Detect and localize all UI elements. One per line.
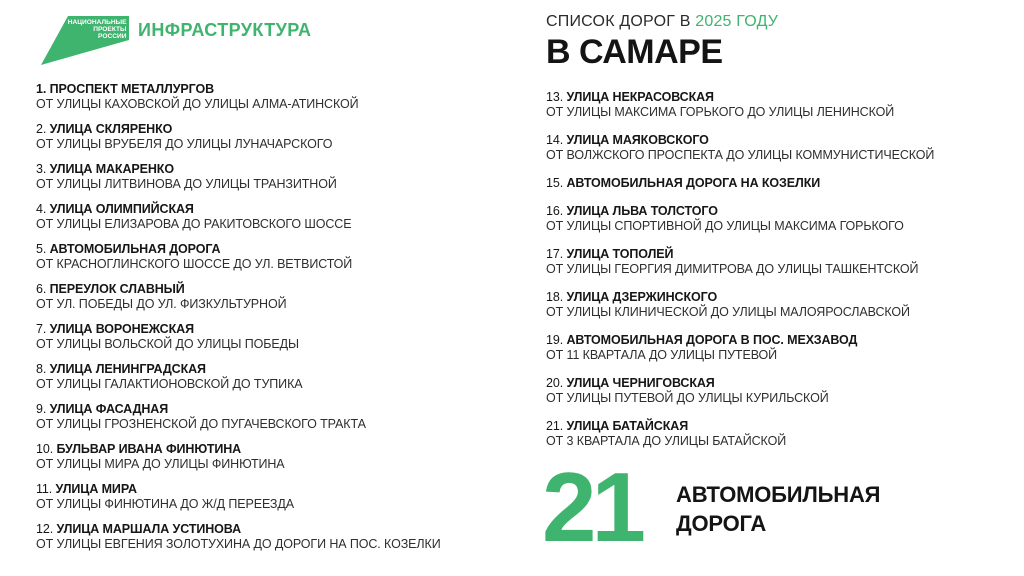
road-name: УЛИЦА МАКАРЕНКО — [49, 162, 174, 176]
road-name: УЛИЦА ЛЕНИНГРАДСКАЯ — [49, 362, 206, 376]
road-extent: ОТ 3 КВАРТАЛА ДО УЛИЦЫ БАТАЙСКОЙ — [546, 434, 787, 448]
road-item — [546, 176, 1018, 190]
road-number: 16. — [546, 204, 567, 218]
road-item — [546, 247, 1018, 276]
city-title: В САМАРЕ — [546, 33, 723, 71]
road-number: 5. — [36, 242, 50, 256]
road-name: УЛИЦА ВОРОНЕЖСКАЯ — [49, 322, 194, 336]
road-item — [36, 362, 528, 391]
road-item — [546, 133, 1018, 162]
road-title — [36, 442, 528, 456]
road-title — [36, 282, 528, 296]
road-number: 1. — [36, 82, 50, 96]
road-item — [546, 419, 1018, 448]
road-item — [36, 242, 528, 271]
road-item — [36, 122, 528, 151]
road-name: ПЕРЕУЛОК СЛАВНЫЙ — [49, 282, 185, 296]
road-item — [36, 322, 528, 351]
logo-text-line: НАЦИОНАЛЬНЫЕ — [67, 19, 127, 26]
road-extent: ОТ УЛИЦЫ КАХОВСКОЙ ДО УЛИЦЫ АЛМА-АТИНСКОЙ — [36, 97, 359, 111]
road-extent: ОТ УЛИЦЫ ЕЛИЗАРОВА ДО РАКИТОВСКОГО ШОССЕ — [36, 217, 352, 231]
road-extent: ОТ УЛИЦЫ ГРОЗНЕНСКОЙ ДО ПУГАЧЕВСКОГО ТРАКТА — [36, 417, 366, 431]
road-item — [546, 376, 1018, 405]
road-name: УЛИЦА МАРШАЛА УСТИНОВА — [56, 522, 242, 536]
road-title — [36, 482, 528, 496]
road-number: 21. — [546, 419, 567, 433]
road-extent: ОТ ВОЛЖСКОГО ПРОСПЕКТА ДО УЛИЦЫ КОММУНИСТИЧЕСКОЙ — [546, 148, 935, 162]
list-title-prefix: СПИСОК ДОРОГ В — [546, 13, 691, 30]
road-title — [546, 176, 1018, 190]
road-item — [546, 204, 1018, 233]
road-name: ПРОСПЕКТ МЕТАЛЛУРГОВ — [49, 82, 214, 96]
road-item — [36, 282, 528, 311]
road-name: БУЛЬВАР ИВАНА ФИНЮТИНА — [56, 442, 242, 456]
logo-text-line: РОССИИ — [98, 33, 127, 41]
road-number: 18. — [546, 290, 567, 304]
road-extent: ОТ УЛИЦЫ ВОЛЬСКОЙ ДО УЛИЦЫ ПОБЕДЫ — [36, 337, 299, 351]
national-projects-logo — [36, 12, 132, 70]
road-title — [546, 376, 1018, 390]
road-name: УЛИЦА СКЛЯРЕНКО — [49, 122, 173, 136]
road-name: АВТОМОБИЛЬНАЯ ДОРОГА НА КОЗЕЛКИ — [566, 176, 821, 190]
road-name: УЛИЦА БАТАЙСКАЯ — [566, 419, 689, 433]
road-title — [36, 162, 528, 176]
road-number: 4. — [36, 202, 50, 216]
road-title — [36, 122, 528, 136]
road-extent: ОТ УЛИЦЫ СПОРТИВНОЙ ДО УЛИЦЫ МАКСИМА ГОРЬКОГО — [546, 219, 904, 233]
road-extent: ОТ УЛ. ПОБЕДЫ ДО УЛ. ФИЗКУЛЬТУРНОЙ — [36, 297, 287, 311]
road-item — [36, 482, 528, 511]
road-item — [36, 442, 528, 471]
road-name: УЛИЦА ФАСАДНАЯ — [49, 402, 169, 416]
road-item — [546, 333, 1018, 362]
total-count: 21 — [542, 452, 642, 562]
road-extent: ОТ УЛИЦЫ КЛИНИЧЕСКОЙ ДО УЛИЦЫ МАЛОЯРОСЛАВСКОЙ — [546, 305, 910, 319]
road-extent: ОТ УЛИЦЫ ЕВГЕНИЯ ЗОЛОТУХИНА ДО ДОРОГИ НА ПОС. КОЗЕЛКИ — [36, 537, 441, 551]
road-number: 19. — [546, 333, 567, 347]
road-number: 8. — [36, 362, 50, 376]
road-title — [36, 522, 528, 536]
road-number: 6. — [36, 282, 50, 296]
road-extent: ОТ 11 КВАРТАЛА ДО УЛИЦЫ ПУТЕВОЙ — [546, 348, 778, 362]
road-title — [36, 82, 528, 96]
road-name: УЛИЦА ЛЬВА ТОЛСТОГО — [566, 204, 718, 218]
road-title — [546, 290, 1018, 304]
road-number: 10. — [36, 442, 57, 456]
road-title — [546, 133, 1018, 147]
road-item — [36, 522, 528, 551]
road-item — [546, 290, 1018, 319]
road-name: УЛИЦА ЧЕРНИГОВСКАЯ — [566, 376, 715, 390]
road-name: УЛИЦА ДЗЕРЖИНСКОГО — [566, 290, 718, 304]
road-name: УЛИЦА ОЛИМПИЙСКАЯ — [49, 202, 194, 216]
road-name: АВТОМОБИЛЬНАЯ ДОРОГА В ПОС. МЕХЗАВОД — [566, 333, 858, 347]
road-extent: ОТ УЛИЦЫ ВРУБЕЛЯ ДО УЛИЦЫ ЛУНАЧАРСКОГО — [36, 137, 333, 151]
road-item — [36, 82, 528, 111]
road-number: 11. — [36, 482, 56, 496]
road-title — [36, 202, 528, 216]
road-list-column-left — [36, 82, 528, 562]
road-name: УЛИЦА МИРА — [55, 482, 137, 496]
road-title — [36, 402, 528, 416]
road-title — [546, 90, 1018, 104]
road-extent: ОТ УЛИЦЫ ПУТЕВОЙ ДО УЛИЦЫ КУРИЛЬСКОЙ — [546, 391, 829, 405]
road-extent: ОТ УЛИЦЫ ФИНЮТИНА ДО Ж/Д ПЕРЕЕЗДА — [36, 497, 294, 511]
road-number: 3. — [36, 162, 50, 176]
road-item — [36, 202, 528, 231]
road-title — [36, 242, 528, 256]
road-number: 9. — [36, 402, 50, 416]
road-extent: ОТ УЛИЦЫ ЛИТВИНОВА ДО УЛИЦЫ ТРАНЗИТНОЙ — [36, 177, 337, 191]
road-title — [546, 204, 1018, 218]
road-number: 15. — [546, 176, 567, 190]
list-title — [546, 13, 778, 31]
road-name: АВТОМОБИЛЬНАЯ ДОРОГА — [49, 242, 221, 256]
road-list-column-right — [546, 90, 1018, 462]
road-item — [546, 90, 1018, 119]
logo-text-line: ПРОЕКТЫ — [93, 26, 127, 34]
program-title: ИНФРАСТРУКТУРА — [138, 20, 312, 40]
road-extent: ОТ УЛИЦЫ МАКСИМА ГОРЬКОГО ДО УЛИЦЫ ЛЕНИНСКОЙ — [546, 105, 895, 119]
road-item — [36, 162, 528, 191]
road-number: 20. — [546, 376, 567, 390]
road-extent: ОТ УЛИЦЫ ГАЛАКТИОНОВСКОЙ ДО ТУПИКА — [36, 377, 303, 391]
road-title — [546, 419, 1018, 433]
list-title-year: 2025 ГОДУ — [695, 13, 779, 30]
road-number: 7. — [36, 322, 50, 336]
road-title — [36, 322, 528, 336]
road-item — [36, 402, 528, 431]
total-label: АВТОМОБИЛЬНАЯ ДОРОГА — [676, 482, 881, 536]
road-title — [546, 333, 1018, 347]
road-number: 13. — [546, 90, 567, 104]
road-title — [546, 247, 1018, 261]
list-header — [546, 13, 778, 69]
road-extent: ОТ УЛИЦЫ ГЕОРГИЯ ДИМИТРОВА ДО УЛИЦЫ ТАШКЕНТСКОЙ — [546, 262, 919, 276]
road-name: УЛИЦА МАЯКОВСКОГО — [566, 133, 709, 147]
road-number: 17. — [546, 247, 567, 261]
road-name: УЛИЦА ТОПОЛЕЙ — [566, 247, 674, 261]
road-name: УЛИЦА НЕКРАСОВСКАЯ — [566, 90, 714, 104]
road-title — [36, 362, 528, 376]
road-number: 12. — [36, 522, 57, 536]
road-number: 2. — [36, 122, 50, 136]
road-extent: ОТ КРАСНОГЛИНСКОГО ШОССЕ ДО УЛ. ВЕТВИСТОЙ — [36, 257, 353, 271]
road-extent: ОТ УЛИЦЫ МИРА ДО УЛИЦЫ ФИНЮТИНА — [36, 457, 285, 471]
road-number: 14. — [546, 133, 567, 147]
